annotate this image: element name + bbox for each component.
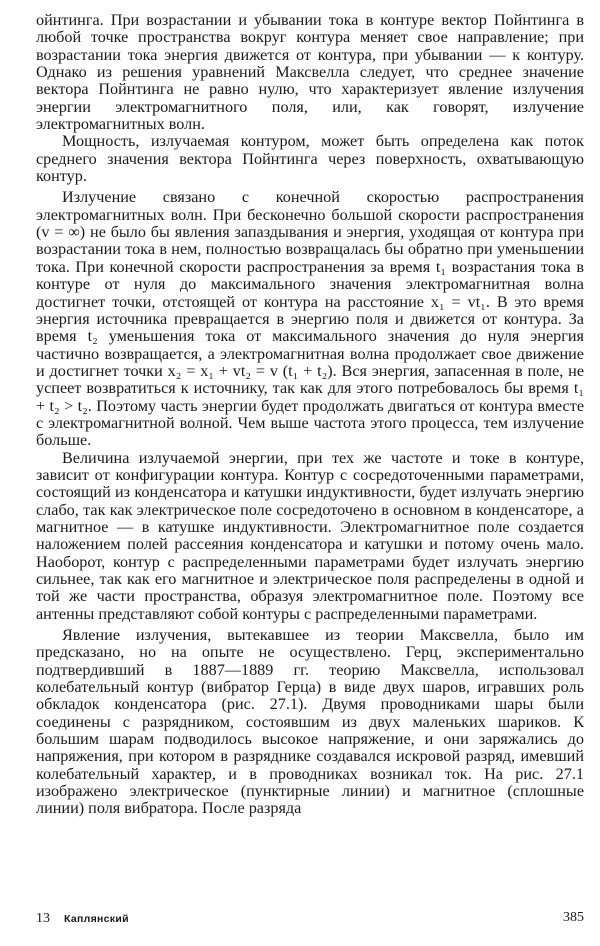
page-text-block	[36, 12, 584, 818]
printer-signature	[36, 910, 129, 927]
paragraph-radiated-power: Мощность, излучаемая контуром, может быть определена как поток среднего значения вектора Пойнтинга через поверхность, охватывающую контур.	[36, 132, 584, 186]
signature-author: Каплянский	[64, 913, 129, 925]
page-footer	[36, 910, 584, 930]
signature-number: 13	[36, 911, 50, 926]
paragraph-circuit-configuration: Величина излучаемой энергии, при тех же частоте и токе в контуре, зависит от конфигурации контура. Контур с сосредоточенными параметрами, состоящий из конденсатора и катушки индуктивности, будет излучать энергию слабо, так как электрическое поле сосредоточено в основном в конденсаторе, а магнитное — в катушке индуктивности. Электромагнитное поле создается наложением полей рассеяния конденсатора и катушки и потому очень мало. Наоборот, контур с распределенными параметрами будет излучать энергию сильнее, так как его магнитное и электрическое поля распределены в одной и той же части пространства, образуя электромагнитное поле. Поэтому все антенны представляют собой контуры с распределенными параметрами.	[36, 448, 584, 623]
paragraph-finite-speed: Излучение связано с конечной скоростью распространения электромагнитных волн. При бесконечно большой скорости распространения (v = ∞) не было бы явления запаздывания и энергия, уходящая от контура при возрастании тока в нем, полностью возвращалась бы обратно при уменьшении тока. При конечной скорости распространения за время t₁ возрастания тока в контуре от нуля до максимального значения электромагнитная волна достигнет точки, отстоящей от контура на расстояние x₁ = vt₁. В это время энергия источника превращается в энергию поля и движется от контура. За время t₂ уменьшения тока от максимального значения до нуля энергия частично возвращается, а электромагнитная волна продолжает свое движение и достигнет точки x₂ = x₁ + vt₂ = v (t₁ + t₂). Вся энергия, запасенная в поле, не успеет возвратиться к источнику, так как для этого потребовалось бы время t₁ + t₂ > t₂. Поэтому часть энергии будет продолжать двигаться от контура вместе с электромагнитной волной. Чем выше частота этого процесса, тем излучение больше.	[36, 188, 584, 450]
paragraph-poynting-continuation: ойнтинга. При возрастании и убывании тока в контуре вектор Пойнтинга в любой точке пространства вокруг контура меняет свое направление; при возрастании тока энергия движется от контура, при убывании — к контуру. Однако из решения уравнений Максвелла следует, что среднее значение вектора Пойнтинга не равно нулю, что характеризует явление излучения энергии электромагнитного поля, или, как говорят, излучение электромагнитных волн.	[36, 11, 584, 134]
paragraph-hertz-experiment: Явление излучения, вытекавшее из теории Максвелла, было им предсказано, но на опыте не осуществлено. Герц, экспериментально подтвердивший в 1887—1889 гг. теорию Максвелла, использовал колебательный контур (вибратор Герца) в виде двух шаров, игравших роль обкладок конденсатора (рис. 27.1). Двумя проводниками шары были соединены с разрядником, состоявшим из двух маленьких шариков. К большим шарам подводилось высокое напряжение, и они заряжались до напряжения, при котором в разряднике создавался искровой разряд, имевший колебательный характер, и в проводниках возникал ток. На рис. 27.1 изображено электрическое (пунктирные линии) и магнитное (сплошные линии) поля вибратора. После разряда	[36, 626, 584, 818]
page-number: 385	[563, 910, 584, 925]
